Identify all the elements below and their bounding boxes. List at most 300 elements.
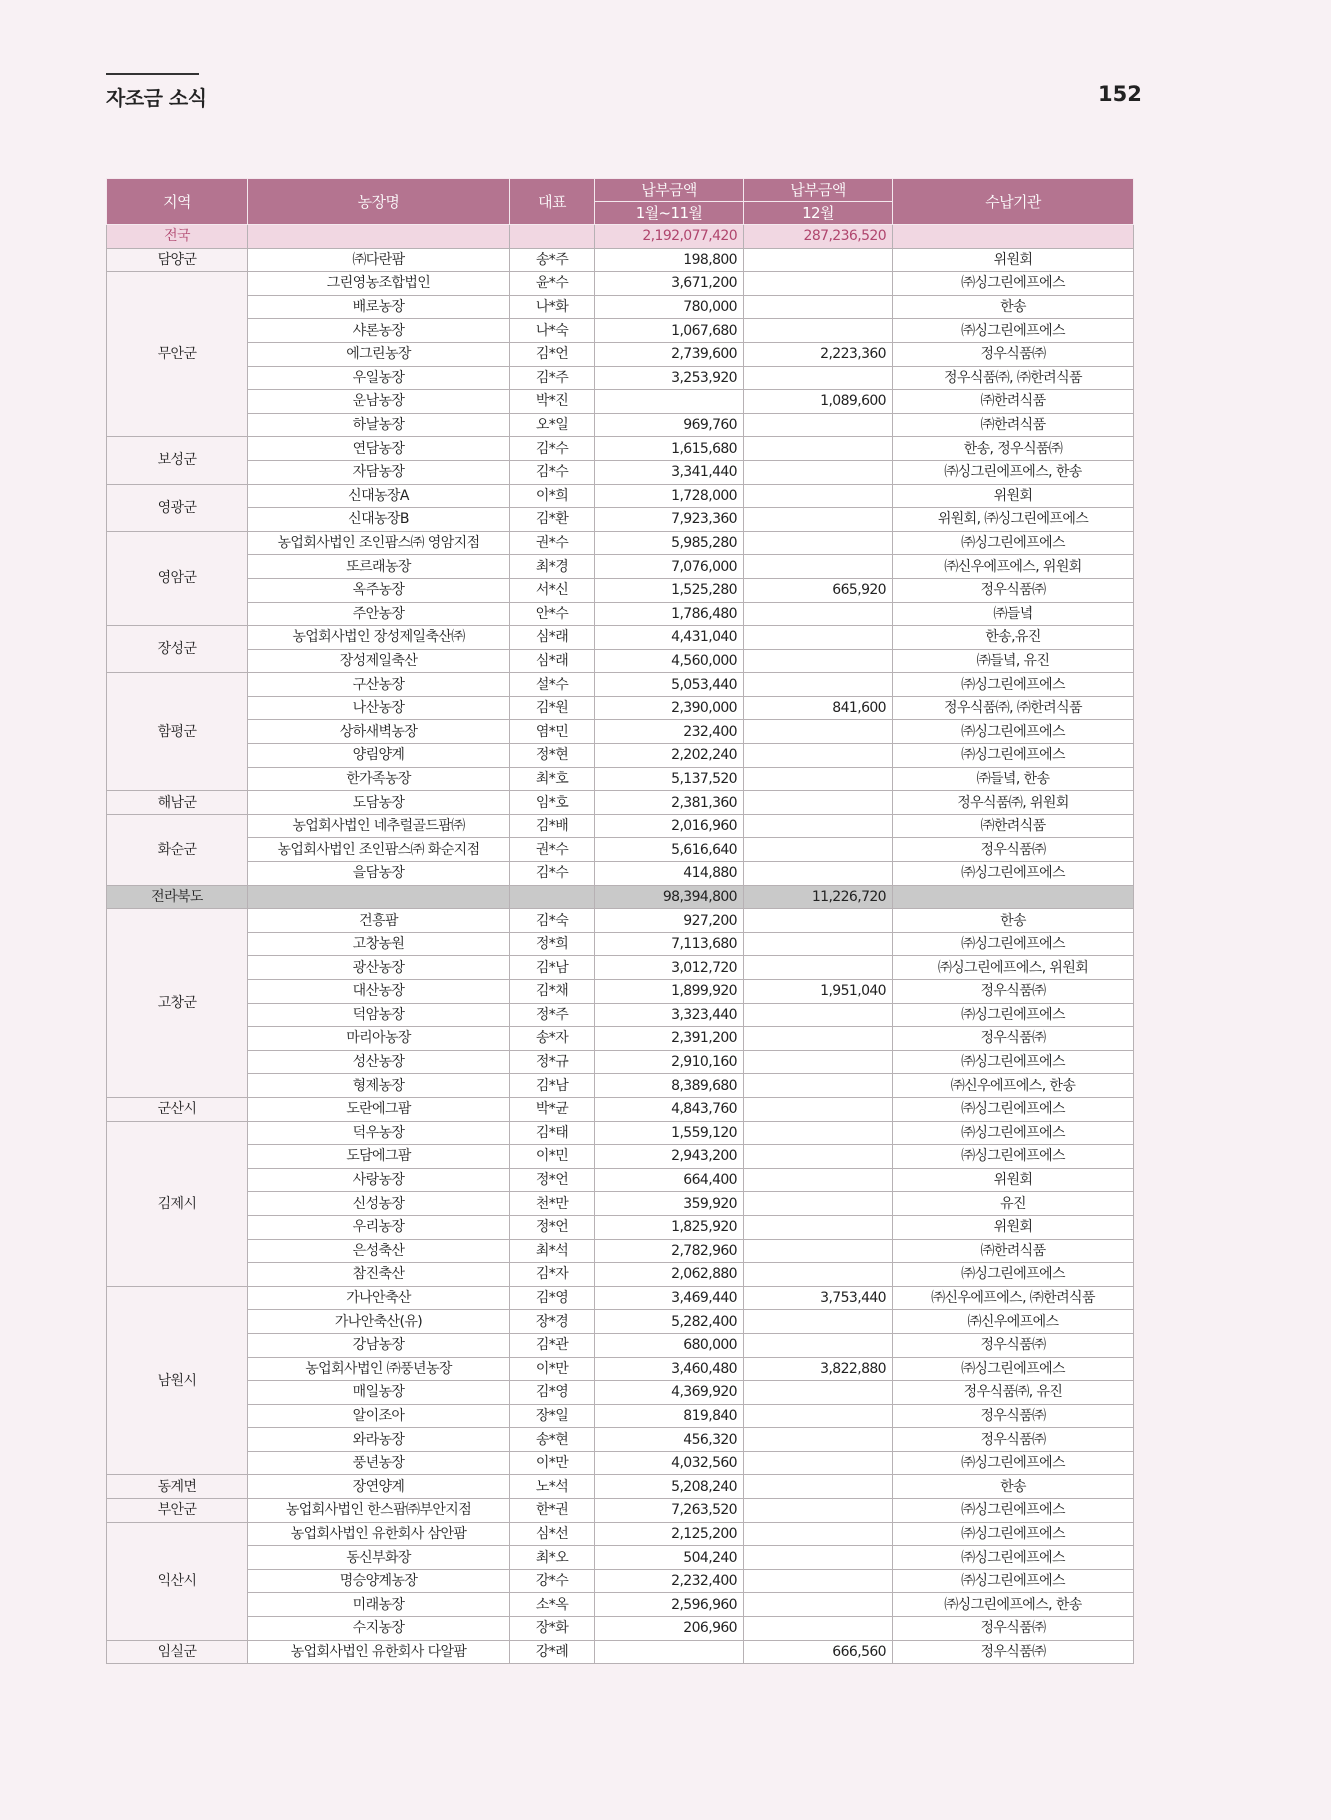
collecting-agency-cell: 정우식품㈜, ㈜한려식품 [893,696,1134,720]
representative-cell: 윤*수 [510,272,595,296]
dec-amount-cell [744,1074,893,1098]
collecting-agency-cell: 한송 [893,295,1134,319]
dec-amount-cell [744,720,893,744]
representative-cell: 정*현 [510,744,595,768]
jan-nov-amount-cell: 1,825,920 [595,1215,744,1239]
jan-nov-amount-cell: 1,786,480 [595,602,744,626]
farm-name-cell: 도담농장 [248,791,510,815]
representative-cell: 천*만 [510,1192,595,1216]
jan-nov-amount-cell: 5,282,400 [595,1310,744,1334]
empty-cell [248,225,510,249]
representative-cell: 이*희 [510,484,595,508]
province-total-row-label: 전라북도 [107,885,248,909]
dec-amount-cell [744,1050,893,1074]
jan-nov-amount-cell: 7,923,360 [595,508,744,532]
table-row [107,248,1134,272]
table-row [107,744,1134,768]
farm-name-cell: 신대농장B [248,508,510,532]
collecting-agency-cell: 정우식품㈜ [893,980,1134,1004]
col-header-jan-nov: 1월~11월 [595,202,744,225]
table-row [107,1357,1134,1381]
jan-nov-amount-cell: 3,323,440 [595,1003,744,1027]
representative-cell: 장*일 [510,1404,595,1428]
collecting-agency-cell: ㈜싱그린에프에스 [893,1499,1134,1523]
table-row [107,862,1134,886]
region-cell: 화순군 [107,814,248,885]
collecting-agency-cell: 정우식품㈜ [893,1027,1134,1051]
farm-name-cell: 구산농장 [248,673,510,697]
farm-name-cell: 농업회사법인 조인팜스㈜ 영암지점 [248,531,510,555]
dec-amount-cell [744,1499,893,1523]
farm-name-cell: 장성제일축산 [248,649,510,673]
representative-cell: 설*수 [510,673,595,697]
representative-cell: 김*남 [510,1074,595,1098]
dec-amount-cell [744,555,893,579]
jan-nov-amount-cell: 5,053,440 [595,673,744,697]
collecting-agency-cell: ㈜들녘, 한송 [893,767,1134,791]
table-row [107,460,1134,484]
table-row [107,1121,1134,1145]
jan-nov-amount-cell: 819,840 [595,1404,744,1428]
dec-amount-cell: 666,560 [744,1640,893,1664]
collecting-agency-cell: ㈜싱그린에프에스 [893,1522,1134,1546]
table-row [107,1522,1134,1546]
jan-nov-amount-cell: 2,381,360 [595,791,744,815]
representative-cell: 김*관 [510,1333,595,1357]
region-cell: 장성군 [107,626,248,673]
farm-name-cell: 성산농장 [248,1050,510,1074]
representative-cell: 김*원 [510,696,595,720]
farm-name-cell: 참진축산 [248,1263,510,1287]
jan-nov-amount-cell: 1,559,120 [595,1121,744,1145]
farm-name-cell: 그린영농조합법인 [248,272,510,296]
farm-name-cell: 에그린농장 [248,342,510,366]
table-row [107,932,1134,956]
representative-cell: 장*화 [510,1617,595,1641]
representative-cell: 김*영 [510,1286,595,1310]
table-row [107,295,1134,319]
farm-name-cell: 자담농장 [248,460,510,484]
jan-nov-amount-cell [595,1640,744,1664]
table-row [107,838,1134,862]
jan-nov-amount-cell: 2,202,240 [595,744,744,768]
national-total-row-jan-nov: 2,192,077,420 [595,225,744,249]
farm-name-cell: 옥주농장 [248,578,510,602]
dec-amount-cell [744,1239,893,1263]
farm-name-cell: 신성농장 [248,1192,510,1216]
collecting-agency-cell: ㈜싱그린에프에스 [893,1145,1134,1169]
jan-nov-amount-cell: 2,943,200 [595,1145,744,1169]
jan-nov-amount-cell: 3,460,480 [595,1357,744,1381]
table-row [107,956,1134,980]
dec-amount-cell [744,272,893,296]
collecting-agency-cell: ㈜싱그린에프에스 [893,1097,1134,1121]
farm-name-cell: 강남농장 [248,1333,510,1357]
farm-name-cell: 사랑농장 [248,1168,510,1192]
jan-nov-amount-cell: 2,910,160 [595,1050,744,1074]
empty-cell [893,225,1134,249]
province-total-row [107,885,1134,909]
jan-nov-amount-cell: 2,232,400 [595,1569,744,1593]
farm-name-cell: 농업회사법인 유한회사 삼안팜 [248,1522,510,1546]
farm-name-cell: 덕우농장 [248,1121,510,1145]
representative-cell: 안*수 [510,602,595,626]
dec-amount-cell [744,484,893,508]
dec-amount-cell [744,413,893,437]
col-header-agency: 수납기관 [893,179,1134,225]
dec-amount-cell [744,791,893,815]
collecting-agency-cell: ㈜싱그린에프에스 [893,319,1134,343]
jan-nov-amount-cell: 780,000 [595,295,744,319]
farm-name-cell: 건흥팜 [248,909,510,933]
collecting-agency-cell: 정우식품㈜ [893,838,1134,862]
table-row [107,1097,1134,1121]
farm-name-cell: 고창농원 [248,932,510,956]
jan-nov-amount-cell: 4,431,040 [595,626,744,650]
table-row [107,1617,1134,1641]
region-cell: 동계면 [107,1475,248,1499]
table-row [107,319,1134,343]
table-row [107,413,1134,437]
collecting-agency-cell: ㈜싱그린에프에스 [893,1546,1134,1570]
table-row [107,1593,1134,1617]
table-row [107,602,1134,626]
collecting-agency-cell: ㈜싱그린에프에스 [893,862,1134,886]
table-row [107,1192,1134,1216]
farm-name-cell: 동신부화장 [248,1546,510,1570]
region-cell: 영암군 [107,531,248,625]
table-row [107,1027,1134,1051]
jan-nov-amount-cell: 2,016,960 [595,814,744,838]
representative-cell: 정*규 [510,1050,595,1074]
representative-cell: 최*호 [510,767,595,791]
region-cell: 부안군 [107,1499,248,1523]
dec-amount-cell [744,1121,893,1145]
jan-nov-amount-cell: 7,076,000 [595,555,744,579]
representative-cell: 김*자 [510,1263,595,1287]
dec-amount-cell [744,1404,893,1428]
collecting-agency-cell: 정우식품㈜ [893,1428,1134,1452]
farm-name-cell: 우일농장 [248,366,510,390]
farm-name-cell: 우리농장 [248,1215,510,1239]
jan-nov-amount-cell: 7,113,680 [595,932,744,956]
page-number: 152 [1098,82,1142,106]
table-row [107,531,1134,555]
farm-name-cell: 도란에그팜 [248,1097,510,1121]
dec-amount-cell [744,508,893,532]
jan-nov-amount-cell: 2,782,960 [595,1239,744,1263]
representative-cell: 이*만 [510,1357,595,1381]
table-row [107,1215,1134,1239]
dec-amount-cell [744,1145,893,1169]
jan-nov-amount-cell: 4,843,760 [595,1097,744,1121]
jan-nov-amount-cell: 2,596,960 [595,1593,744,1617]
collecting-agency-cell: ㈜한려식품 [893,390,1134,414]
dec-amount-cell [744,626,893,650]
region-cell: 무안군 [107,272,248,437]
representative-cell: 노*석 [510,1475,595,1499]
region-cell: 남원시 [107,1286,248,1475]
table-row [107,1451,1134,1475]
jan-nov-amount-cell: 4,032,560 [595,1451,744,1475]
dec-amount-cell [744,932,893,956]
table-row [107,626,1134,650]
table-row [107,1286,1134,1310]
region-cell: 영광군 [107,484,248,531]
farm-name-cell: 장연양계 [248,1475,510,1499]
collecting-agency-cell: 위원회, ㈜싱그린에프에스 [893,508,1134,532]
jan-nov-amount-cell: 1,525,280 [595,578,744,602]
jan-nov-amount-cell: 1,728,000 [595,484,744,508]
table-row [107,1333,1134,1357]
province-total-row-dec: 11,226,720 [744,885,893,909]
jan-nov-amount-cell: 2,390,000 [595,696,744,720]
dec-amount-cell [744,531,893,555]
collecting-agency-cell: 위원회 [893,1215,1134,1239]
jan-nov-amount-cell: 1,899,920 [595,980,744,1004]
representative-cell: 김*수 [510,460,595,484]
representative-cell: 최*경 [510,555,595,579]
jan-nov-amount-cell: 969,760 [595,413,744,437]
representative-cell: 장*경 [510,1310,595,1334]
representative-cell: 박*진 [510,390,595,414]
representative-cell: 김*언 [510,342,595,366]
representative-cell: 김*태 [510,1121,595,1145]
farm-name-cell: 와라농장 [248,1428,510,1452]
jan-nov-amount-cell: 232,400 [595,720,744,744]
table-row [107,366,1134,390]
national-total-row-dec: 287,236,520 [744,225,893,249]
farm-name-cell: 연담농장 [248,437,510,461]
dec-amount-cell [744,814,893,838]
representative-cell: 심*래 [510,626,595,650]
table-row [107,720,1134,744]
jan-nov-amount-cell: 2,391,200 [595,1027,744,1051]
region-cell: 보성군 [107,437,248,484]
farm-name-cell: 매일농장 [248,1381,510,1405]
dec-amount-cell [744,1428,893,1452]
region-cell: 함평군 [107,673,248,791]
dec-amount-cell [744,1310,893,1334]
representative-cell: 김*수 [510,437,595,461]
dec-amount-cell [744,460,893,484]
representative-cell: 김*수 [510,862,595,886]
collecting-agency-cell: ㈜한려식품 [893,413,1134,437]
representative-cell: 강*수 [510,1569,595,1593]
dec-amount-cell: 3,822,880 [744,1357,893,1381]
farm-name-cell: 대산농장 [248,980,510,1004]
farm-name-cell: 농업회사법인 한스팜㈜부안지점 [248,1499,510,1523]
national-total-row [107,225,1134,249]
representative-cell: 임*호 [510,791,595,815]
dec-amount-cell [744,1027,893,1051]
representative-cell: 정*희 [510,932,595,956]
farm-name-cell: 알이조아 [248,1404,510,1428]
representative-cell: 김*주 [510,366,595,390]
region-cell: 임실군 [107,1640,248,1664]
dec-amount-cell [744,1475,893,1499]
dec-amount-cell [744,1263,893,1287]
payment-table [106,178,1134,1664]
empty-cell [248,885,510,909]
collecting-agency-cell: 한송 [893,1475,1134,1499]
collecting-agency-cell: 위원회 [893,484,1134,508]
collecting-agency-cell: ㈜한려식품 [893,1239,1134,1263]
dec-amount-cell [744,1546,893,1570]
representative-cell: 나*숙 [510,319,595,343]
jan-nov-amount-cell: 5,208,240 [595,1475,744,1499]
collecting-agency-cell: ㈜싱그린에프에스 [893,1121,1134,1145]
farm-name-cell: 또르래농장 [248,555,510,579]
collecting-agency-cell: ㈜싱그린에프에스 [893,272,1134,296]
collecting-agency-cell: ㈜싱그린에프에스 [893,673,1134,697]
jan-nov-amount-cell: 3,253,920 [595,366,744,390]
collecting-agency-cell: 정우식품㈜, 위원회 [893,791,1134,815]
region-cell: 김제시 [107,1121,248,1286]
representative-cell: 권*수 [510,838,595,862]
jan-nov-amount-cell: 2,062,880 [595,1263,744,1287]
representative-cell: 송*자 [510,1027,595,1051]
collecting-agency-cell: 한송, 정우식품㈜ [893,437,1134,461]
table-row [107,980,1134,1004]
table-row [107,767,1134,791]
table-row [107,1074,1134,1098]
col-header-payment: 납부금액 [595,179,744,202]
collecting-agency-cell: ㈜신우에프에스, 한송 [893,1074,1134,1098]
jan-nov-amount-cell: 5,616,640 [595,838,744,862]
farm-name-cell: 풍년농장 [248,1451,510,1475]
dec-amount-cell [744,437,893,461]
collecting-agency-cell: ㈜싱그린에프에스 [893,720,1134,744]
representative-cell: 소*옥 [510,1593,595,1617]
collecting-agency-cell: ㈜싱그린에프에스 [893,1569,1134,1593]
jan-nov-amount-cell: 3,012,720 [595,956,744,980]
farm-name-cell: 광산농장 [248,956,510,980]
table-row [107,1003,1134,1027]
col-header-payment: 납부금액 [744,179,893,202]
collecting-agency-cell: 정우식품㈜ [893,578,1134,602]
representative-cell: 김*영 [510,1381,595,1405]
collecting-agency-cell: ㈜한려식품 [893,814,1134,838]
collecting-agency-cell: ㈜싱그린에프에스, 한송 [893,1593,1134,1617]
representative-cell: 나*화 [510,295,595,319]
jan-nov-amount-cell: 2,739,600 [595,342,744,366]
table-row [107,1640,1134,1664]
dec-amount-cell [744,1569,893,1593]
farm-name-cell: 농업회사법인 네추럴골드팜㈜ [248,814,510,838]
collecting-agency-cell: ㈜싱그린에프에스 [893,932,1134,956]
farm-name-cell: 도담에그팜 [248,1145,510,1169]
collecting-agency-cell: 위원회 [893,248,1134,272]
dec-amount-cell [744,1003,893,1027]
collecting-agency-cell: ㈜싱그린에프에스 [893,1263,1134,1287]
farm-name-cell: 한가족농장 [248,767,510,791]
farm-name-cell: 마리아농장 [248,1027,510,1051]
representative-cell: 오*일 [510,413,595,437]
collecting-agency-cell: ㈜싱그린에프에스 [893,1050,1134,1074]
farm-name-cell: 농업회사법인 장성제일축산㈜ [248,626,510,650]
jan-nov-amount-cell: 4,560,000 [595,649,744,673]
dec-amount-cell: 3,753,440 [744,1286,893,1310]
table-row [107,484,1134,508]
collecting-agency-cell: 정우식품㈜, 유진 [893,1381,1134,1405]
representative-cell: 심*래 [510,649,595,673]
collecting-agency-cell: ㈜싱그린에프에스 [893,531,1134,555]
representative-cell: 김*채 [510,980,595,1004]
table-row [107,909,1134,933]
farm-name-cell: 농업회사법인 조인팜스㈜ 화순지점 [248,838,510,862]
farm-name-cell: 수지농장 [248,1617,510,1641]
representative-cell: 송*주 [510,248,595,272]
dec-amount-cell [744,1333,893,1357]
collecting-agency-cell: ㈜신우에프에스, ㈜한려식품 [893,1286,1134,1310]
table-row [107,1569,1134,1593]
farm-name-cell: 신대농장A [248,484,510,508]
table-row [107,1050,1134,1074]
table-row [107,272,1134,296]
farm-name-cell: 형제농장 [248,1074,510,1098]
dec-amount-cell [744,1522,893,1546]
table-row [107,1145,1134,1169]
dec-amount-cell: 2,223,360 [744,342,893,366]
table-row [107,673,1134,697]
representative-cell: 강*례 [510,1640,595,1664]
collecting-agency-cell: ㈜싱그린에프에스 [893,1357,1134,1381]
table-row [107,555,1134,579]
jan-nov-amount-cell: 456,320 [595,1428,744,1452]
representative-cell: 정*언 [510,1168,595,1192]
dec-amount-cell [744,649,893,673]
collecting-agency-cell: 정우식품㈜ [893,1640,1134,1664]
col-header-dec: 12월 [744,202,893,225]
region-cell: 익산시 [107,1522,248,1640]
dec-amount-cell: 1,951,040 [744,980,893,1004]
dec-amount-cell [744,1215,893,1239]
farm-name-cell: 하날농장 [248,413,510,437]
table-row [107,814,1134,838]
representative-cell: 서*신 [510,578,595,602]
representative-cell: 박*균 [510,1097,595,1121]
farm-name-cell: 은성축산 [248,1239,510,1263]
table-row [107,1499,1134,1523]
dec-amount-cell [744,1617,893,1641]
collecting-agency-cell: 정우식품㈜ [893,1404,1134,1428]
jan-nov-amount-cell: 3,341,440 [595,460,744,484]
section-title: 자조금 소식 [106,86,207,110]
jan-nov-amount-cell: 504,240 [595,1546,744,1570]
dec-amount-cell [744,1168,893,1192]
representative-cell: 심*선 [510,1522,595,1546]
dec-amount-cell [744,744,893,768]
dec-amount-cell [744,1381,893,1405]
header-rule [106,73,199,75]
collecting-agency-cell: 정우식품㈜ [893,1617,1134,1641]
province-total-row-jan-nov: 98,394,800 [595,885,744,909]
farm-name-cell: 샤론농장 [248,319,510,343]
farm-name-cell: 농업회사법인 ㈜풍년농장 [248,1357,510,1381]
jan-nov-amount-cell: 359,920 [595,1192,744,1216]
farm-name-cell: 덕암농장 [248,1003,510,1027]
dec-amount-cell [744,319,893,343]
representative-cell: 김*배 [510,814,595,838]
table-row [107,1475,1134,1499]
dec-amount-cell [744,1451,893,1475]
jan-nov-amount-cell: 8,389,680 [595,1074,744,1098]
table-body [107,225,1134,1664]
dec-amount-cell [744,838,893,862]
table-row [107,578,1134,602]
representative-cell: 송*현 [510,1428,595,1452]
